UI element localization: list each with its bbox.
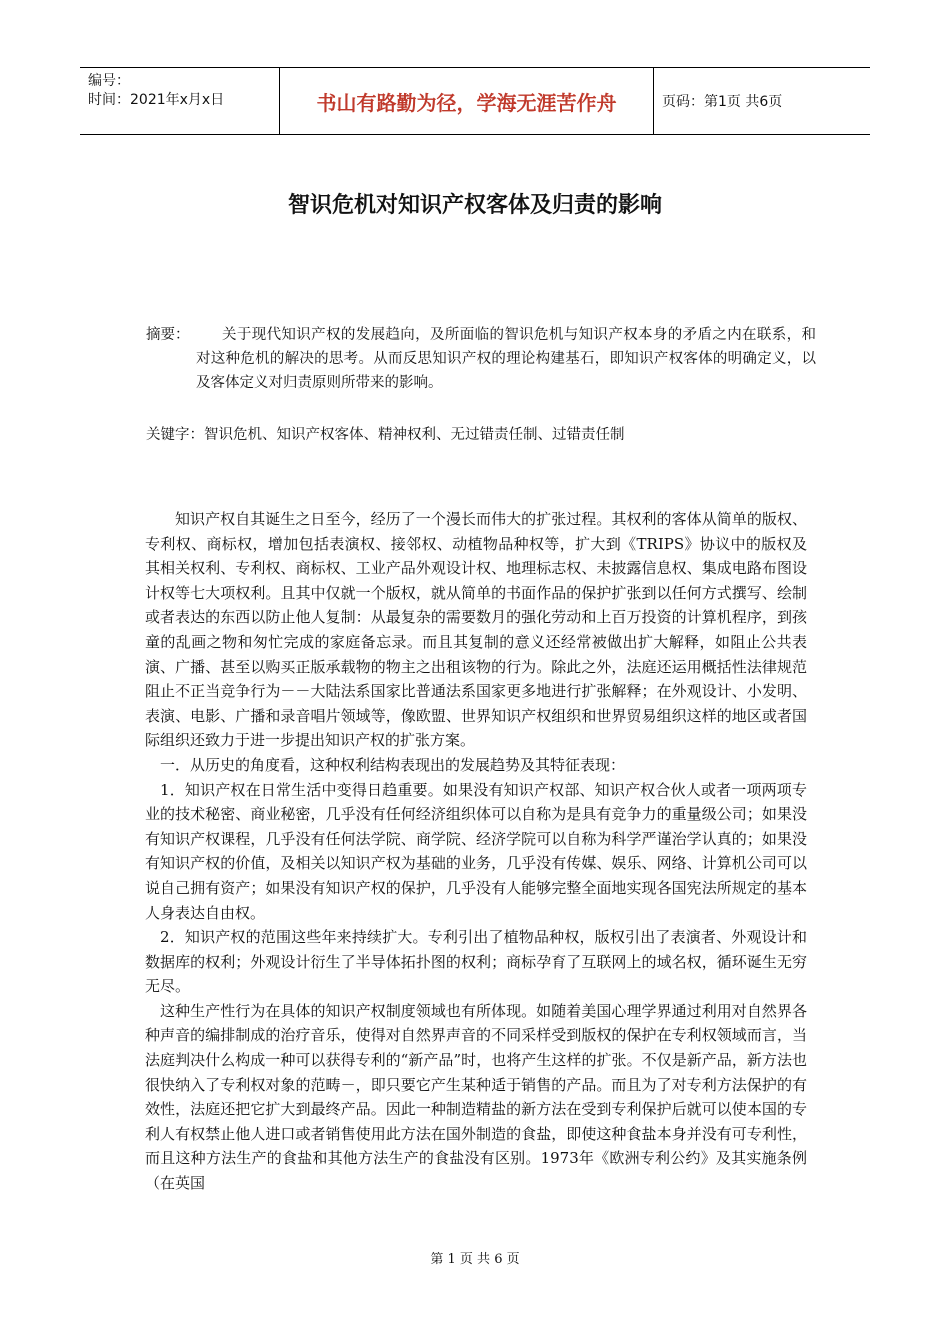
keywords: 关键字：智识危机、知识产权客体、精神权利、无过错责任制、过错责任制 [146,427,625,443]
page-footer: 第 1 页 共 6 页 [430,1252,520,1267]
document-title: 智识危机对知识产权客体及归责的影响 [287,193,662,218]
header-meta [80,68,280,134]
paragraph: 这种生产性行为在具体的知识产权制度领域也有所体现。如随着美国心理学界通过利用对自然界各种声音的编排制成的治疗音乐，使得对自然界声音的不同采样受到版权的保护在专利权领域而言，当法庭判决什么构成一种可以获得专利的“新产品”时，也将产生这样的扩张。不仅是新产品，新方法也很快纳入了专利权对象的范畴－，即只要它产生某种适于销售的产品。而且为了对专利方法保护的有效性，法庭还把它扩大到最终产品。因此一种制造精盐的新方法在受到专利保护后就可以使本国的专利人有权禁止他人进口或者销售使用此方法在国外制造的食盐，即使这种食盐本身并没有可专利性，而且这种方法生产的食盐和其他方法生产的食盐没有区别。1973年《欧洲专利公约》及其实施条例（在英国 [145,1001,807,1193]
paragraph: 2．知识产权的范围这些年来持续扩大。专利引出了植物品种权，版权引出了表演者、外观设计和数据库的权利；外观设计衍生了半导体拓扑图的权利；商标孕育了互联网上的域名权，循环诞生无穷无尽。 [145,928,807,996]
time-label: 时间：2021年x月x日 [88,92,225,108]
number-label: 编号： [88,73,130,89]
paragraph: 知识产权自其诞生之日至今，经历了一个漫长而伟大的扩张过程。其权利的客体从简单的版权、专利权、商标权，增加包括表演权、接邻权、动植物品种权等，扩大到《TRIPS》协议中的版权及其相关权利、专利权、商标权、工业产品外观设计权、地理标志权、未披露信息权、集成电路布图设计权等七大项权利。且其中仅就一个版权，就从简单的书面作品的保护扩张到以任何方式撰写、绘制或者表达的东西以防止他人复制：从最复杂的需要数月的强化劳动和上百万投资的计算机程序，到孩童的乱画之物和匆忙完成的家庭备忘录。而且其复制的意义还经常被做出扩大解释，如阻止公共表演、广播、甚至以购买正版承载物的物主之出租该物的行为。除此之外，法庭还运用概括性法律规范阻止不正当竞争行为－－大陆法系国家比普通法系国家更多地进行扩张解释；在外观设计、小发明、表演、电影、广播和录音唱片领域等，像欧盟、世界知识产权组织和世界贸易组织这样的地区或者国际组织还致力于进一步提出知识产权的扩张方案。 [145,510,807,750]
abstract-text: 关于现代知识产权的发展趋向，及所面临的智识危机与知识产权本身的矛盾之内在联系，和对这种危机的解决的思考。从而反思知识产权的理论构建基石，即知识产权客体的明确定义，以及客体定义对归责原则所带来的影响。 [196,327,816,391]
abstract-label: 摘要： [146,327,190,343]
body-text [145,507,807,1196]
abstract [146,323,816,395]
header-page-label: 页码：第1页 共6页 [662,94,783,110]
page-header [80,67,870,135]
header-motto: 书山有路勤为径，学海无涯苦作舟 [280,68,654,134]
paragraph: 1．知识产权在日常生活中变得日趋重要。如果没有知识产权部、知识产权合伙人或者一项两项专业的技术秘密、商业秘密，几乎没有任何经济组织体可以自称为是具有竞争力的重量级公司；如果没有知识产权课程，几乎没有任何法学院、商学院、经济学院可以自称为科学严谨治学认真的；如果没有知识产权的价值，及相关以知识产权为基础的业务，几乎没有传媒、娱乐、网络、计算机公司可以说自己拥有资产；如果没有知识产权的保护，几乎没有人能够完整全面地实现各国宪法所规定的基本人身表达自由权。 [145,780,807,922]
paragraph: 一．从历史的角度看，这种权利结构表现出的发展趋势及其特征表现： [160,755,626,774]
